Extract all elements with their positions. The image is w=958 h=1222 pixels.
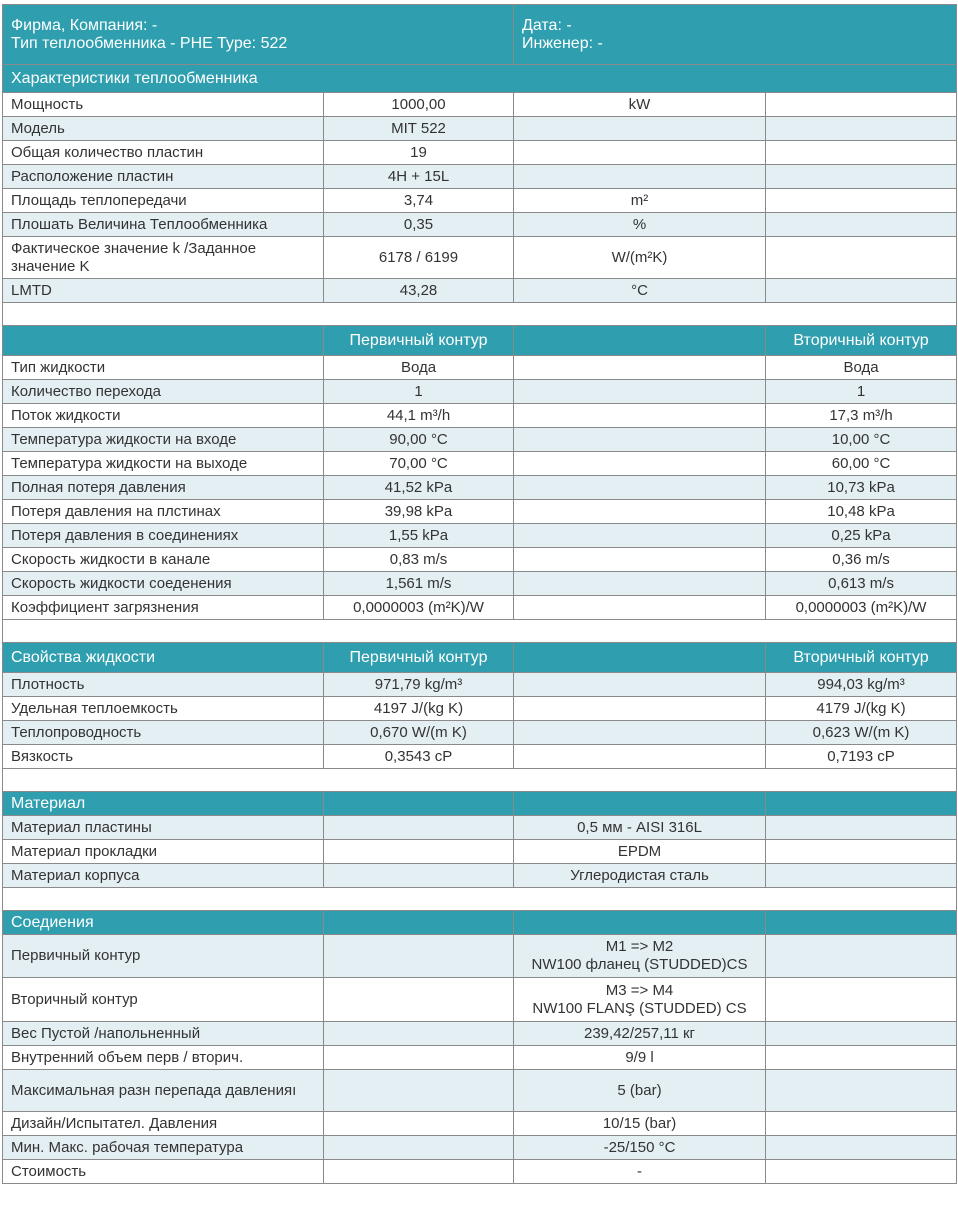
row-extra <box>766 1022 957 1046</box>
row-extra <box>766 935 957 978</box>
row-secondary: 0,623 W/(m K) <box>766 721 957 745</box>
material-header-cell <box>514 792 766 816</box>
row-label: Общая количество пластин <box>3 141 324 165</box>
fluid-title: Свойства жидкости <box>3 643 324 673</box>
row-secondary: 60,00 °C <box>766 452 957 476</box>
primary-circuit-header: Первичный контур <box>324 326 514 356</box>
row-unit: m² <box>514 189 766 213</box>
table-row <box>3 596 957 620</box>
material-header-cell <box>324 792 514 816</box>
row-empty <box>324 864 514 888</box>
header-right <box>514 5 957 65</box>
row-value: 4H + 15L <box>324 165 514 189</box>
date-field: Дата: - <box>522 16 572 34</box>
row-primary: 41,52 kPa <box>324 476 514 500</box>
row-primary: 0,670 W/(m K) <box>324 721 514 745</box>
row-gap <box>514 404 766 428</box>
table-row <box>3 524 957 548</box>
connections-header-cell <box>766 911 957 935</box>
connections-header-cell <box>324 911 514 935</box>
datasheet <box>2 4 956 1184</box>
row-value: 0,35 <box>324 213 514 237</box>
table-row <box>3 117 957 141</box>
row-label: Мин. Макс. рабочая температура <box>3 1136 324 1160</box>
table-row <box>3 452 957 476</box>
row-label: Потеря давления на плстинах <box>3 500 324 524</box>
section-spacer <box>3 888 957 911</box>
row-secondary: 994,03 kg/m³ <box>766 673 957 697</box>
circuits-header-empty <box>3 326 324 356</box>
row-value: EPDM <box>514 840 766 864</box>
row-empty <box>324 816 514 840</box>
row-unit: kW <box>514 93 766 117</box>
row-empty <box>324 935 514 978</box>
material-header-cell <box>766 792 957 816</box>
row-extra <box>766 141 957 165</box>
row-label: Фактическое значение k /Заданное значение K <box>3 237 324 279</box>
row-secondary: 0,7193 cP <box>766 745 957 769</box>
row-empty <box>324 840 514 864</box>
row-label: Материал пластины <box>3 816 324 840</box>
row-value: 19 <box>324 141 514 165</box>
row-label: Поток жидкости <box>3 404 324 428</box>
row-extra <box>766 1136 957 1160</box>
row-secondary: 10,73 kPa <box>766 476 957 500</box>
row-value-line: NW100 FLANŞ (STUDDED) CS <box>532 999 747 1017</box>
row-primary: 1 <box>324 380 514 404</box>
row-empty <box>324 1112 514 1136</box>
row-primary: 971,79 kg/m³ <box>324 673 514 697</box>
row-extra <box>766 165 957 189</box>
row-unit <box>514 165 766 189</box>
row-secondary: 10,48 kPa <box>766 500 957 524</box>
table-row <box>3 93 957 117</box>
row-extra <box>766 1070 957 1112</box>
row-extra <box>766 816 957 840</box>
row-label: Вес Пустой /напольненный <box>3 1022 324 1046</box>
row-value: MIT 522 <box>324 117 514 141</box>
table-row <box>3 816 957 840</box>
row-primary: 44,1 m³/h <box>324 404 514 428</box>
table-row <box>3 1022 957 1046</box>
table-row <box>3 279 957 303</box>
row-empty <box>324 1070 514 1112</box>
row-primary: 0,0000003 (m²K)/W <box>324 596 514 620</box>
header-left <box>3 5 514 65</box>
row-gap <box>514 476 766 500</box>
row-extra <box>766 237 957 279</box>
section-spacer <box>3 769 957 792</box>
row-unit <box>514 141 766 165</box>
datasheet-table <box>2 4 957 1184</box>
row-gap <box>514 380 766 404</box>
row-extra <box>766 1160 957 1184</box>
row-extra <box>766 189 957 213</box>
row-value-line: M3 => M4 <box>605 981 674 999</box>
row-gap <box>514 524 766 548</box>
row-value: -25/150 °C <box>514 1136 766 1160</box>
row-label: Скорость жидкости соеденения <box>3 572 324 596</box>
row-empty <box>324 978 514 1022</box>
row-value: 1000,00 <box>324 93 514 117</box>
row-value: 6178 / 6199 <box>324 237 514 279</box>
row-primary: 4197 J/(kg K) <box>324 697 514 721</box>
row-label: Скорость жидкости в канале <box>3 548 324 572</box>
row-value <box>514 935 766 978</box>
row-value: 3,74 <box>324 189 514 213</box>
fluid-header-gap <box>514 643 766 673</box>
row-secondary: 0,36 m/s <box>766 548 957 572</box>
row-label: Удельная теплоемкость <box>3 697 324 721</box>
row-secondary: 1 <box>766 380 957 404</box>
row-label: Материал корпуса <box>3 864 324 888</box>
table-row <box>3 1136 957 1160</box>
spacer-cell <box>3 888 957 911</box>
row-empty <box>324 1046 514 1070</box>
row-gap <box>514 596 766 620</box>
row-primary: 0,3543 cP <box>324 745 514 769</box>
circuits-section-header <box>3 326 957 356</box>
table-row <box>3 572 957 596</box>
row-label: Модель <box>3 117 324 141</box>
row-secondary: 4179 J/(kg K) <box>766 697 957 721</box>
row-unit: W/(m²K) <box>514 237 766 279</box>
row-unit: °C <box>514 279 766 303</box>
table-row <box>3 745 957 769</box>
row-label: Первичный контур <box>3 935 324 978</box>
secondary-circuit-header: Вторичный контур <box>766 326 957 356</box>
table-row <box>3 1112 957 1136</box>
row-extra <box>766 840 957 864</box>
table-row <box>3 721 957 745</box>
characteristics-title: Характеристики теплообменника <box>3 65 957 93</box>
row-secondary: Вода <box>766 356 957 380</box>
row-label: Мощность <box>3 93 324 117</box>
table-row <box>3 428 957 452</box>
row-empty <box>324 1022 514 1046</box>
row-secondary: 17,3 m³/h <box>766 404 957 428</box>
table-row <box>3 189 957 213</box>
row-extra <box>766 213 957 237</box>
material-title: Материал <box>3 792 324 816</box>
row-primary: 0,83 m/s <box>324 548 514 572</box>
row-value: Углеродистая сталь <box>514 864 766 888</box>
table-row <box>3 213 957 237</box>
row-value: 5 (bar) <box>514 1070 766 1112</box>
row-secondary: 10,00 °C <box>766 428 957 452</box>
fluid-primary-header: Первичный контур <box>324 643 514 673</box>
table-row <box>3 141 957 165</box>
row-label: Плотность <box>3 673 324 697</box>
characteristics-section-header <box>3 65 957 93</box>
row-empty <box>324 1160 514 1184</box>
row-value: - <box>514 1160 766 1184</box>
row-extra <box>766 93 957 117</box>
table-row <box>3 1046 957 1070</box>
row-primary: Вода <box>324 356 514 380</box>
connections-header-cell <box>514 911 766 935</box>
row-label: Вязкость <box>3 745 324 769</box>
row-label: Внутренний объем перв / вторич. <box>3 1046 324 1070</box>
row-label: Материал прокладки <box>3 840 324 864</box>
row-gap <box>514 356 766 380</box>
table-row <box>3 548 957 572</box>
engineer-field: Инженер: - <box>522 34 603 52</box>
table-row <box>3 404 957 428</box>
row-label: Потеря давления в соединениях <box>3 524 324 548</box>
row-gap <box>514 721 766 745</box>
row-label: Количество перехода <box>3 380 324 404</box>
spacer-cell <box>3 303 957 326</box>
row-value-line: M1 => M2 <box>605 938 674 955</box>
row-value: 9/9 l <box>514 1046 766 1070</box>
table-row <box>3 165 957 189</box>
row-extra <box>766 978 957 1022</box>
row-value-line: NW100 фланец (STUDDED)CS <box>531 956 748 973</box>
row-label: Тип жидкости <box>3 356 324 380</box>
row-primary: 39,98 kPa <box>324 500 514 524</box>
row-gap <box>514 452 766 476</box>
connections-title: Соедиения <box>3 911 324 935</box>
row-secondary: 0,25 kPa <box>766 524 957 548</box>
table-row <box>3 978 957 1022</box>
table-row <box>3 697 957 721</box>
circuits-header-gap <box>514 326 766 356</box>
row-label: Полная потеря давления <box>3 476 324 500</box>
table-row <box>3 673 957 697</box>
row-primary: 70,00 °C <box>324 452 514 476</box>
row-extra <box>766 1046 957 1070</box>
row-secondary: 0,613 m/s <box>766 572 957 596</box>
row-unit: % <box>514 213 766 237</box>
row-extra <box>766 279 957 303</box>
row-extra <box>766 864 957 888</box>
row-gap <box>514 673 766 697</box>
row-value: 0,5 мм - AISI 316L <box>514 816 766 840</box>
table-row <box>3 840 957 864</box>
row-label: Температура жидкости на входе <box>3 428 324 452</box>
table-row <box>3 237 957 279</box>
row-gap <box>514 745 766 769</box>
row-label: Вторичный контур <box>3 978 324 1022</box>
row-label: Температура жидкости на выходе <box>3 452 324 476</box>
fluid-secondary-header: Вторичный контур <box>766 643 957 673</box>
row-label: Расположение пластин <box>3 165 324 189</box>
row-unit <box>514 117 766 141</box>
section-spacer <box>3 303 957 326</box>
row-empty <box>324 1136 514 1160</box>
table-row <box>3 500 957 524</box>
row-label: LMTD <box>3 279 324 303</box>
fluid-section-header <box>3 643 957 673</box>
row-primary: 1,55 kPa <box>324 524 514 548</box>
row-gap <box>514 428 766 452</box>
row-gap <box>514 500 766 524</box>
row-extra <box>766 117 957 141</box>
row-label: Теплопроводность <box>3 721 324 745</box>
row-value: 239,42/257,11 кг <box>514 1022 766 1046</box>
material-section-header <box>3 792 957 816</box>
row-gap <box>514 697 766 721</box>
company-field: Фирма, Компания: - <box>11 16 158 34</box>
table-row <box>3 935 957 978</box>
row-value: 10/15 (bar) <box>514 1112 766 1136</box>
document-header <box>3 5 957 65</box>
connections-section-header <box>3 911 957 935</box>
row-gap <box>514 548 766 572</box>
row-value: 43,28 <box>324 279 514 303</box>
spacer-cell <box>3 620 957 643</box>
table-row <box>3 356 957 380</box>
row-primary: 1,561 m/s <box>324 572 514 596</box>
row-label: Площадь теплопередачи <box>3 189 324 213</box>
table-row <box>3 1160 957 1184</box>
row-extra <box>766 1112 957 1136</box>
phe-type-field: Тип теплообменника - PHE Type: 522 <box>11 34 288 52</box>
row-secondary: 0,0000003 (m²K)/W <box>766 596 957 620</box>
row-primary: 90,00 °C <box>324 428 514 452</box>
row-label: Дизайн/Испытател. Давления <box>3 1112 324 1136</box>
section-spacer <box>3 620 957 643</box>
row-label: Плошать Величина Теплообменника <box>3 213 324 237</box>
table-row <box>3 1070 957 1112</box>
row-label: Коэффициент загрязнения <box>3 596 324 620</box>
table-row <box>3 864 957 888</box>
row-label: Стоимость <box>3 1160 324 1184</box>
row-label: Максимальная разн перепада давленияı <box>3 1070 324 1112</box>
spacer-cell <box>3 769 957 792</box>
table-row <box>3 380 957 404</box>
row-gap <box>514 572 766 596</box>
row-value <box>514 978 766 1022</box>
table-row <box>3 476 957 500</box>
